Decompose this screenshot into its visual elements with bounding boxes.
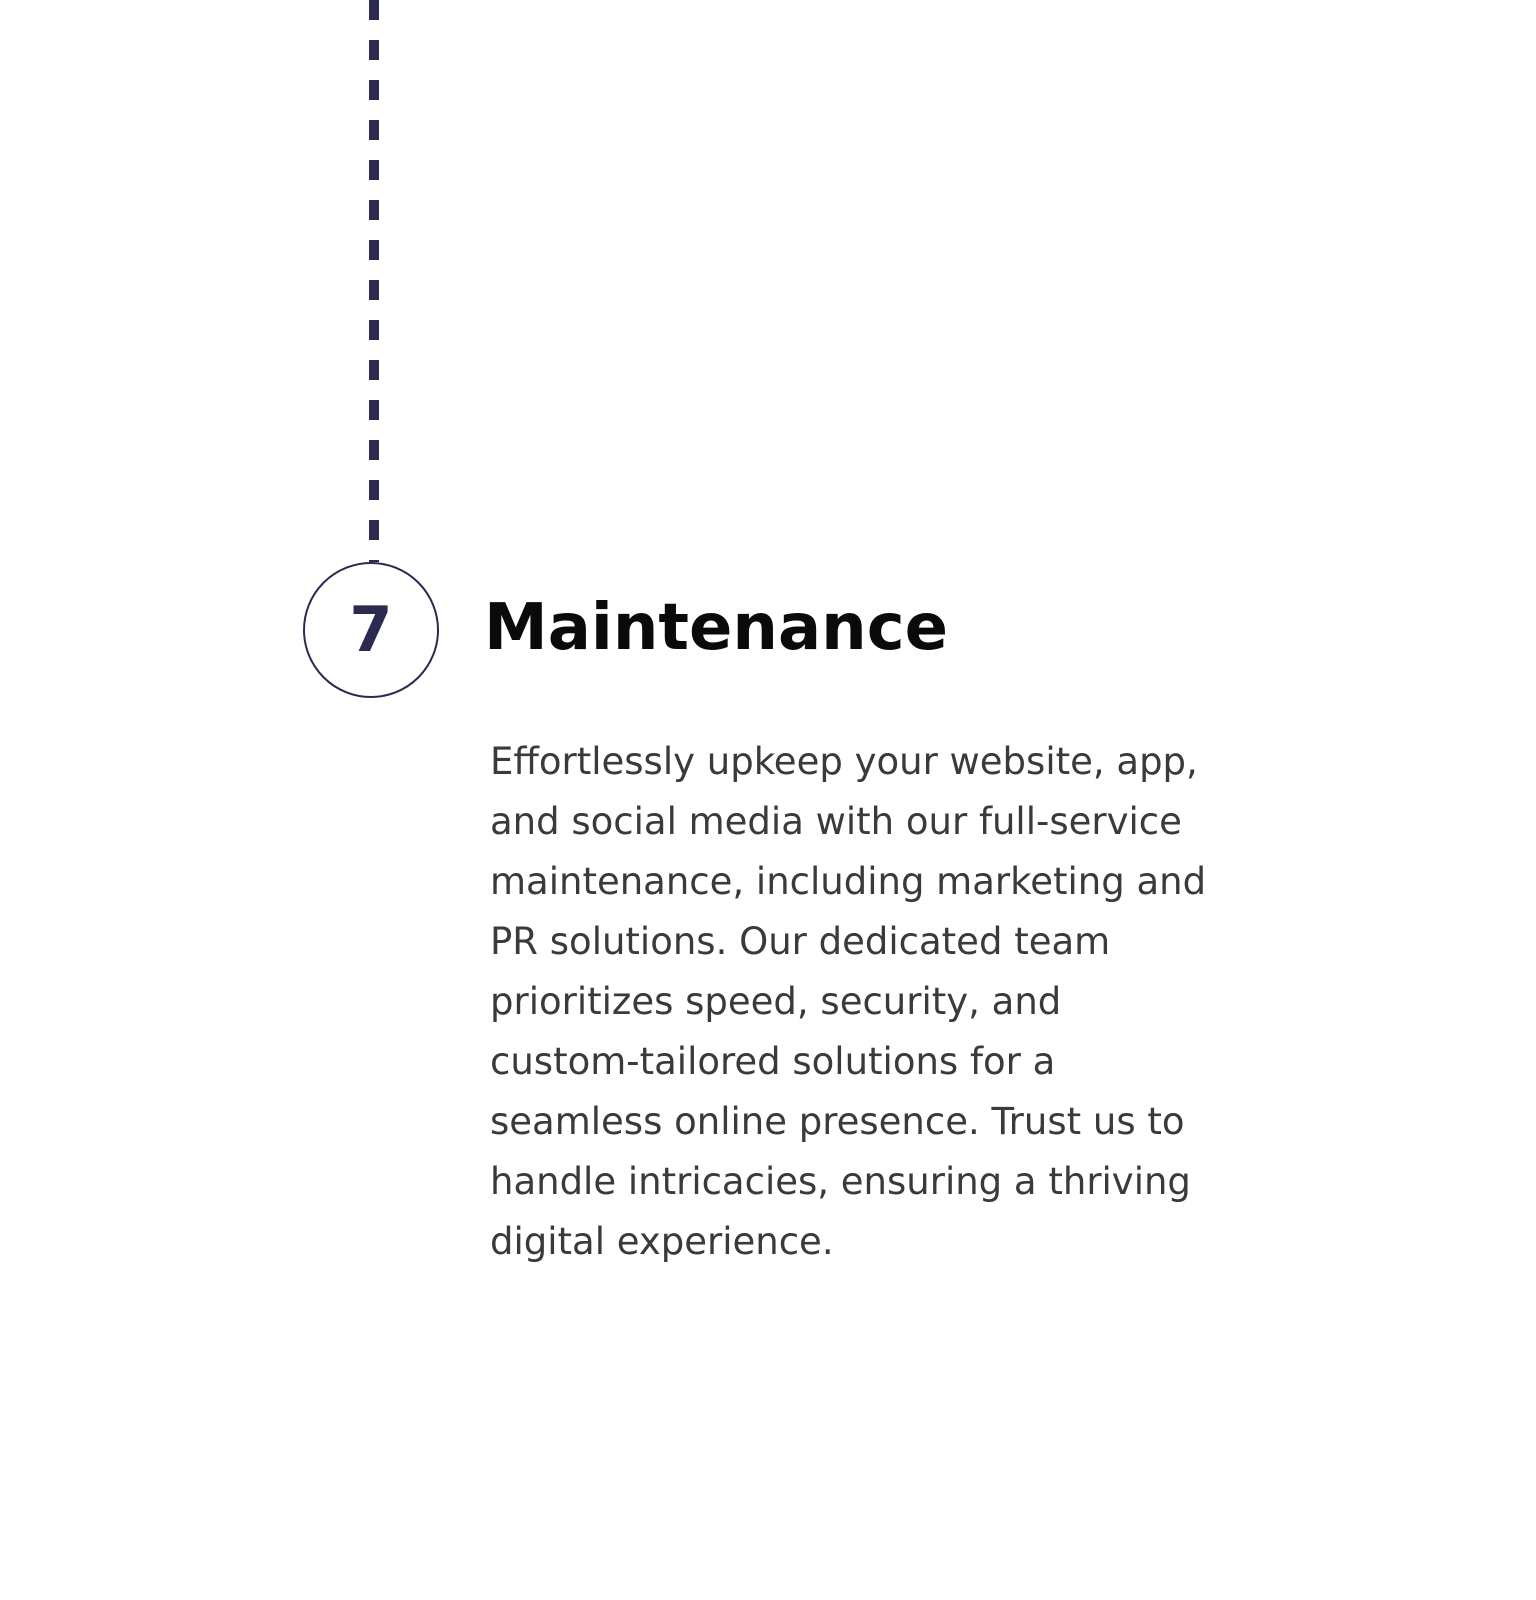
step-number-badge bbox=[303, 562, 439, 698]
step-description: Effortlessly upkeep your website, app, and social media with our full-service maintenance, including marketing and PR solutions. Our dedicated team prioritizes speed, security, and custom-tailored solutions for a seamless online presence. Trust us to handle intricacies, ensuring a thriving digital experience. bbox=[490, 740, 1207, 1263]
step-title: Maintenance bbox=[484, 591, 949, 665]
timeline-dashed-connector bbox=[369, 0, 379, 562]
step-number: 7 bbox=[349, 593, 393, 666]
